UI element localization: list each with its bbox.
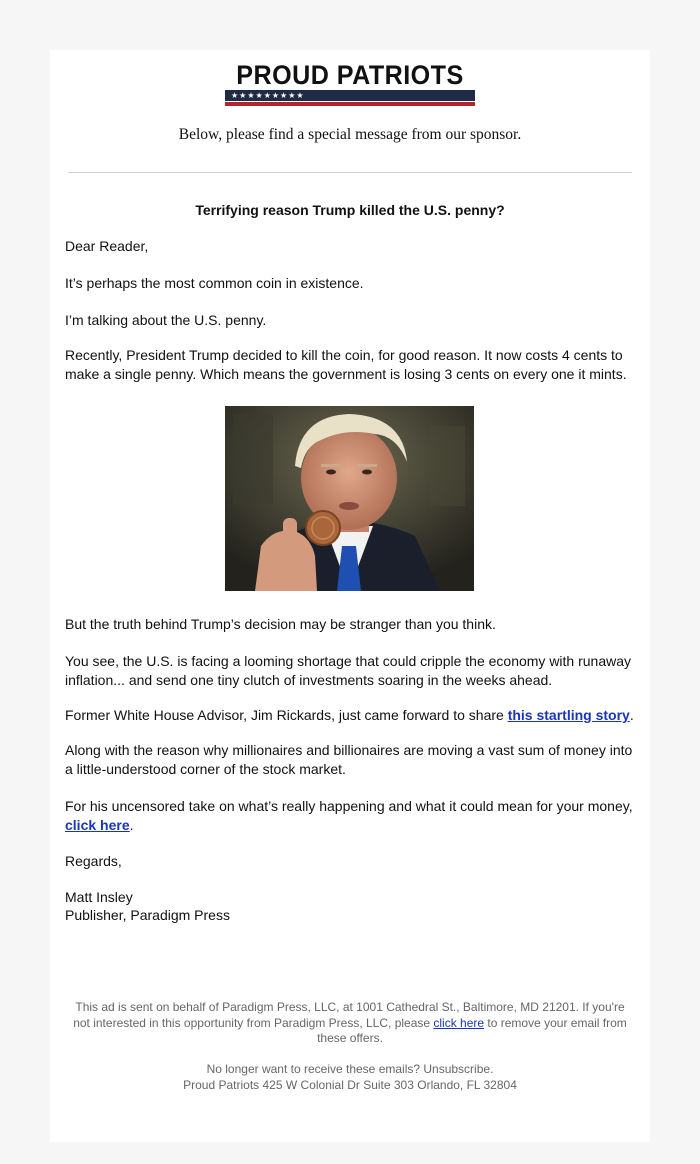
paragraph-1: It’s perhaps the most common coin in existence. [65,275,364,291]
signature-title: Publisher, Paradigm Press [65,907,230,923]
photo-illustration [225,406,474,591]
sponsor-note: Below, please find a special message from our sponsor. [178,126,522,143]
article-headline: Terrifying reason Trump killed the U.S. penny? [195,202,505,218]
paragraph-6-text: Former White House Advisor, Jim Rickards, just came forward to share [65,707,508,723]
header-divider [68,172,632,173]
star-icon-row: ★★★★★★★★★ [231,91,305,100]
paragraph-7: Along with the reason why millionaires and billionaires are moving a vast sum of money into a little-understood corner of the stock market. [65,742,633,777]
email-card [50,50,650,1142]
signature-name: Matt Insley [65,889,133,905]
paragraph-8 [65,797,637,835]
unsubscribe-line[interactable]: No longer want to receive these emails? Unsubscribe. [206,1062,494,1076]
startling-story-link[interactable]: this startling story [507,707,630,723]
logo-wordmark: PROUD PATRIOTS [236,60,464,90]
disclaimer-text: This ad is sent on behalf of Paradigm Press, LLC, at 1001 Cathedral St., Baltimore, MD 21201. If you're not interested in this opportunity from Paradigm Press, LLC, please [73,1000,625,1030]
trump-penny-photo [225,406,474,591]
paragraph-6 [65,706,637,725]
disclaimer-end: to remove your email from these offers. [317,1015,627,1045]
paragraph-8-end: . [129,817,134,833]
paragraph-3: Recently, President Trump decided to kill the coin, for good reason. It now costs 4 cents to make a single penny. Which means the government is losing 3 cents on every one it mints. [65,347,627,382]
paragraph-8-text: For his uncensored take on what’s really happening and what it could mean for your money, [65,798,633,814]
proud-patriots-logo[interactable] [225,61,475,109]
paragraph-5: You see, the U.S. is facing a looming shortage that could cripple the economy with runaway inflation... and send one tiny clutch of investments soaring in the weeks ahead. [65,653,632,688]
logo-star-bar [225,90,475,101]
footer-address: Proud Patriots 425 W Colonial Dr Suite 303 Orlando, FL 32804 [183,1078,517,1092]
closing: Regards, [65,853,122,869]
paragraph-2: I’m talking about the U.S. penny. [65,312,267,328]
logo-red-stripe [225,102,475,106]
paragraph-6-end: . [629,707,634,723]
remove-email-link[interactable]: click here [433,1015,485,1030]
paragraph-4: But the truth behind Trump’s decision may be stranger than you think. [65,616,496,632]
click-here-link[interactable]: click here [65,817,130,833]
footer-disclaimer [70,1000,630,1047]
greeting: Dear Reader, [65,238,149,254]
